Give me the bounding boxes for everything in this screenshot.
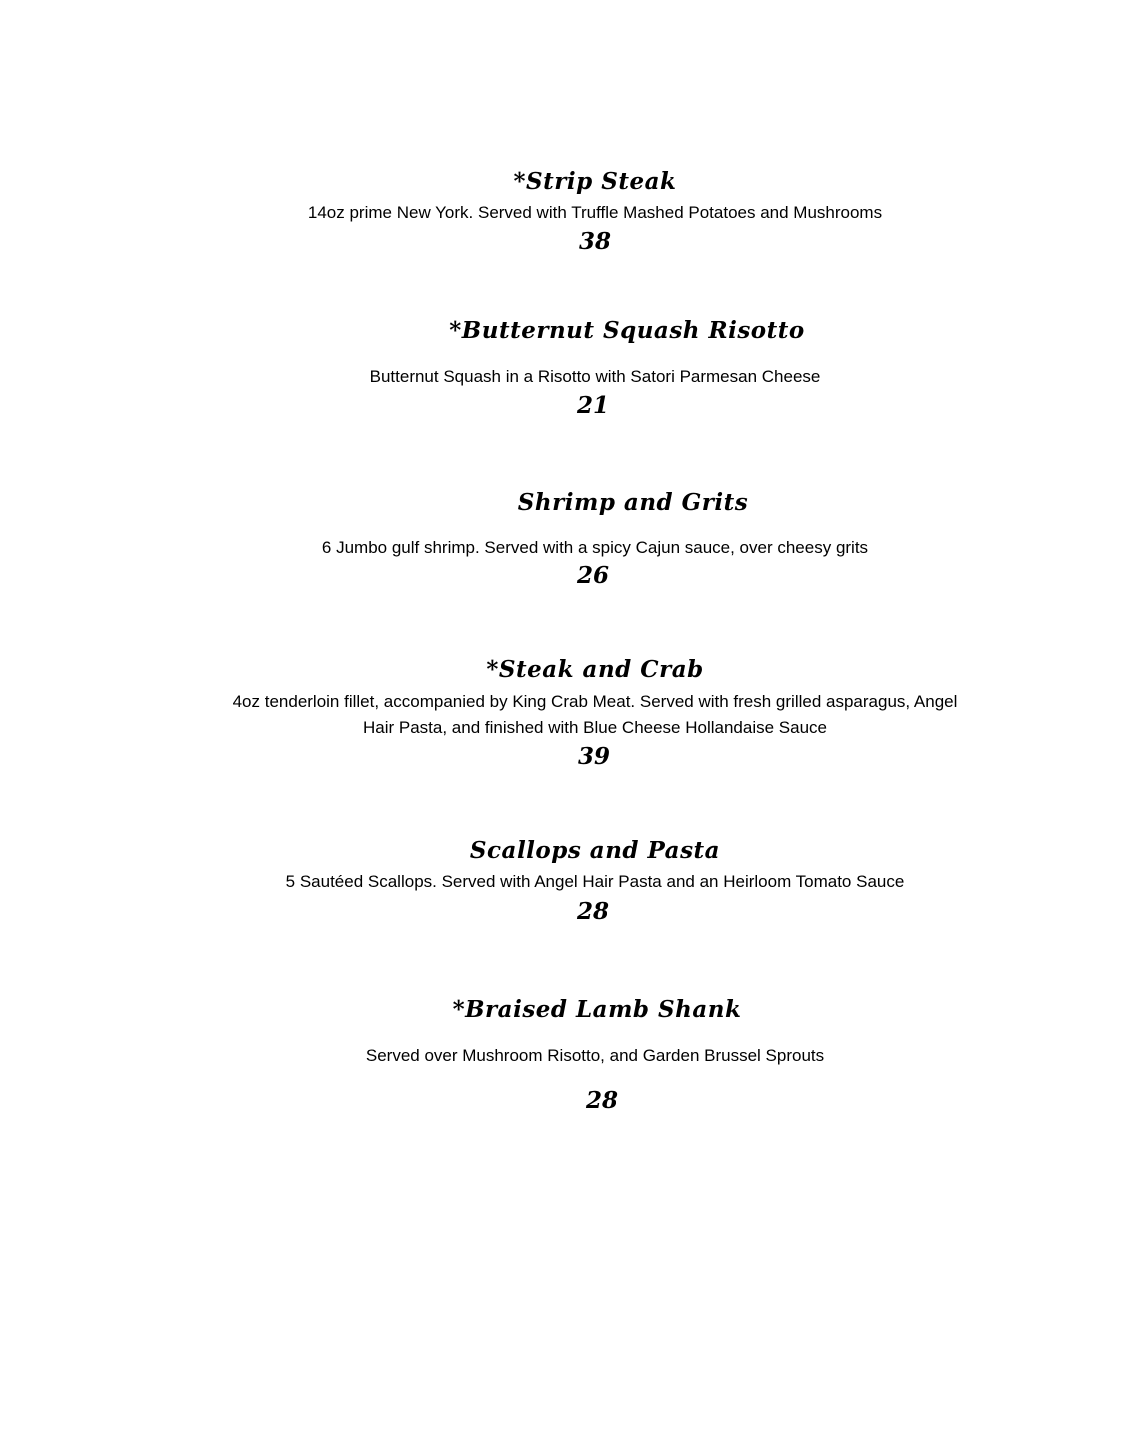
dish-description-line2: Hair Pasta, and finished with Blue Cheese Hollandaise Sauce [363, 718, 827, 737]
dish-description: Butternut Squash in a Risotto with Satori Parmesan Cheese [369, 367, 821, 386]
dish-name: *Braised Lamb Shank [452, 996, 742, 1023]
dish-price: 28 [585, 1087, 618, 1114]
dish-price: 26 [576, 562, 609, 589]
dish-description: Served over Mushroom Risotto, and Garden Brussel Sprouts [365, 1046, 825, 1065]
dish-description: 4oz tenderloin fillet, accompanied by King Crab Meat. Served with fresh grilled asparagus, Angel [232, 692, 958, 711]
dish-price: 38 [578, 228, 611, 255]
dish-price: 28 [576, 898, 609, 925]
dish-name: *Steak and Crab [486, 656, 704, 683]
dish-name: *Butternut Squash Risotto [449, 317, 805, 344]
dish-name: *Strip Steak [513, 168, 677, 195]
dish-price: 39 [577, 743, 610, 770]
dish-name: Scallops and Pasta [469, 837, 721, 864]
dish-description: 6 Jumbo gulf shrimp. Served with a spicy Cajun sauce, over cheesy grits [321, 538, 869, 557]
dish-price: 21 [576, 392, 609, 419]
dish-name: Shrimp and Grits [517, 489, 749, 516]
dish-description: 14oz prime New York. Served with Truffle Mashed Potatoes and Mushrooms [307, 203, 883, 222]
dish-description: 5 Sautéed Scallops. Served with Angel Hair Pasta and an Heirloom Tomato Sauce [285, 872, 905, 891]
